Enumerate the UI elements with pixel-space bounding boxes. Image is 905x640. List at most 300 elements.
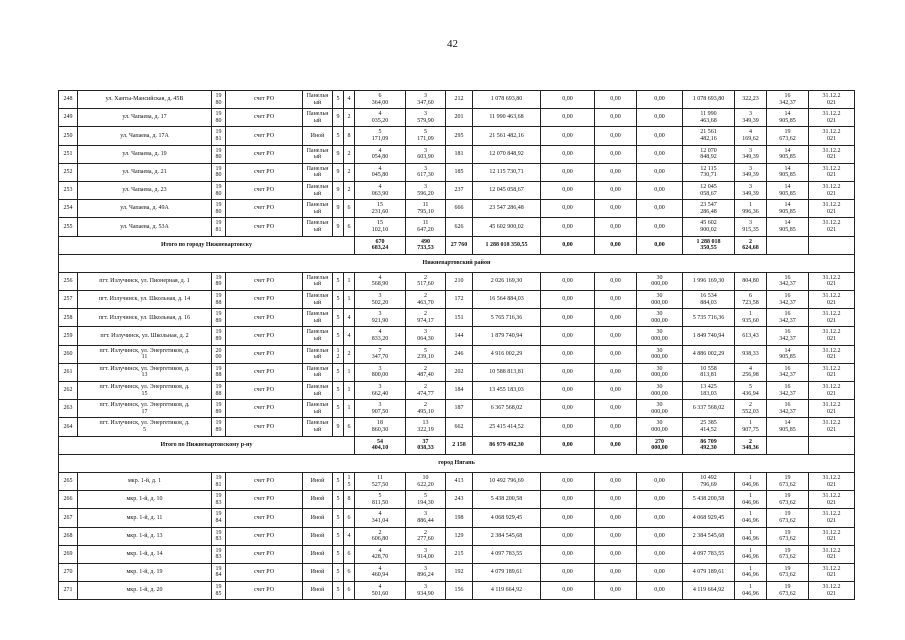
cell-row-number: 256 — [59, 272, 78, 290]
cell-build-year: 19 80 — [212, 163, 226, 181]
cell-row-number: 255 — [59, 218, 78, 236]
cell-wall-material: Панельн ый — [303, 291, 333, 309]
cell-cost-federal: 0,00 — [541, 582, 595, 600]
cell-cost-per-sqm: 322,23 — [735, 91, 767, 109]
table-row — [59, 582, 855, 600]
cell-cost-federal: 0,00 — [541, 127, 595, 145]
cell-total-area: 4 341,04 — [355, 509, 406, 527]
cell-cost-owners: 12 045 058,67 — [683, 181, 735, 199]
cell-entrances: 2 — [344, 109, 355, 127]
cell-cost-federal: 0,00 — [541, 491, 595, 509]
cell-account-type: счет РО — [226, 491, 303, 509]
cell-total-cost: 12 115 730,71 — [473, 163, 541, 181]
cell-entrances: 6 — [344, 582, 355, 600]
cell-entrances: 1 — [344, 363, 355, 381]
cell-cost-per-sqm: 1 907,75 — [735, 418, 767, 436]
cell-address: ул. Чапаева, д. 49А — [78, 200, 212, 218]
cell-floors: 5 — [333, 563, 344, 581]
cell-cost-local: 0,00 — [637, 200, 683, 218]
cell-cost-owners: 10 558 813,81 — [683, 363, 735, 381]
cell-build-year: 19 84 — [212, 563, 226, 581]
cell-account-type: счет РО — [226, 345, 303, 363]
cell-living-area: 5 171,09 — [406, 127, 446, 145]
cell-deadline: 31.12.2 021 — [809, 472, 855, 490]
cell-cost-regional: 0,00 — [595, 563, 637, 581]
cell-account-type: счет РО — [226, 218, 303, 236]
cell-entrances: 8 — [344, 491, 355, 509]
cell-wall-material: Панельн ый — [303, 363, 333, 381]
cell-wall-material: Иной — [303, 491, 333, 509]
cell-row-number: 251 — [59, 145, 78, 163]
cell-residents: 201 — [446, 109, 473, 127]
cell-total-cost: 4 079 189,61 — [473, 563, 541, 581]
cell-account-type: счет РО — [226, 563, 303, 581]
cell-residents: 662 — [446, 418, 473, 436]
cell-cost-per-sqm: 3 349,39 — [735, 181, 767, 199]
cell-deadline: 31.12.2 021 — [809, 509, 855, 527]
cell-total-area: 3 502,20 — [355, 291, 406, 309]
cell-cost-regional: 0,00 — [595, 291, 637, 309]
cell-cost-local: 0,00 — [637, 127, 683, 145]
total-cost-federal: 0,00 — [541, 236, 595, 254]
cell-floors: 5 — [333, 545, 344, 563]
cell-build-year: 19 81 — [212, 127, 226, 145]
cell-living-area: 3 934,90 — [406, 582, 446, 600]
cell-total-area: 4 428,70 — [355, 545, 406, 563]
total-cost-local: 270 000,00 — [637, 436, 683, 454]
cell-cost-owners: 4 119 664,92 — [683, 582, 735, 600]
cell-living-area: 10 622,20 — [406, 472, 446, 490]
cell-entrances: 6 — [344, 200, 355, 218]
cell-residents: 129 — [446, 527, 473, 545]
cell-limit-per-sqm: 16 342,37 — [767, 382, 809, 400]
cell-limit-per-sqm: 14 905,85 — [767, 418, 809, 436]
cell-floors: 5 — [333, 309, 344, 327]
cell-cost-regional: 0,00 — [595, 218, 637, 236]
cell-deadline: 31.12.2 021 — [809, 181, 855, 199]
cell-cost-federal: 0,00 — [541, 363, 595, 381]
cell-cost-per-sqm: 1 046,96 — [735, 509, 767, 527]
cell-cost-federal: 0,00 — [541, 91, 595, 109]
cell-cost-regional: 0,00 — [595, 418, 637, 436]
cell-floors: 9 — [333, 418, 344, 436]
cell-entrances: 6 — [344, 545, 355, 563]
cell-cost-per-sqm: 3 349,39 — [735, 145, 767, 163]
cell-cost-local: 30 000,00 — [637, 418, 683, 436]
cell-wall-material: Панельн ый — [303, 218, 333, 236]
total-cost-owners: 1 288 018 350,55 — [683, 236, 735, 254]
table-row — [59, 472, 855, 490]
cell-address: мкр. 1-й, д. 1 — [78, 472, 212, 490]
cell-total-area: 3 800,00 — [355, 363, 406, 381]
cell-cost-per-sqm: 3 915,35 — [735, 218, 767, 236]
cell-cost-regional: 0,00 — [595, 527, 637, 545]
cell-address: пгт. Излучинск, ул. Школьная, д. 16 — [78, 309, 212, 327]
cell-living-area: 2 487,40 — [406, 363, 446, 381]
cell-total-cost: 45 602 900,02 — [473, 218, 541, 236]
cell-total-area: 6 364,00 — [355, 91, 406, 109]
cell-floors: 5 — [333, 327, 344, 345]
cell-cost-owners: 4 886 002,29 — [683, 345, 735, 363]
cell-floors: 5 — [333, 127, 344, 145]
cell-residents: 295 — [446, 127, 473, 145]
cell-wall-material: Панельн ый — [303, 145, 333, 163]
cell-living-area: 5 194,30 — [406, 491, 446, 509]
cell-build-year: 19 89 — [212, 418, 226, 436]
table-row — [59, 181, 855, 199]
cell-cost-regional: 0,00 — [595, 345, 637, 363]
cell-wall-material: Панельн ый — [303, 91, 333, 109]
total-cost-regional: 0,00 — [595, 436, 637, 454]
cell-cost-local: 0,00 — [637, 563, 683, 581]
cell-cost-per-sqm: 3 349,39 — [735, 163, 767, 181]
cell-cost-owners: 4 068 929,45 — [683, 509, 735, 527]
cell-wall-material: Иной — [303, 472, 333, 490]
total-empty-cell — [767, 436, 809, 454]
cell-deadline: 31.12.2 021 — [809, 309, 855, 327]
cell-entrances: 2 — [344, 145, 355, 163]
cell-entrances: 1 — [344, 291, 355, 309]
cell-account-type: счет РО — [226, 545, 303, 563]
cell-account-type: счет РО — [226, 509, 303, 527]
cell-cost-owners: 5 438 200,58 — [683, 491, 735, 509]
cell-build-year: 19 80 — [212, 181, 226, 199]
cell-limit-per-sqm: 14 905,85 — [767, 200, 809, 218]
cell-cost-federal: 0,00 — [541, 382, 595, 400]
cell-row-number: 265 — [59, 472, 78, 490]
cell-total-area: 4 501,60 — [355, 582, 406, 600]
cell-living-area: 2 517,60 — [406, 272, 446, 290]
cell-cost-local: 0,00 — [637, 91, 683, 109]
cell-address: мкр. 1-й, д. 19 — [78, 563, 212, 581]
cell-cost-per-sqm: 1 996,36 — [735, 200, 767, 218]
cell-cost-local: 30 000,00 — [637, 327, 683, 345]
table-body — [59, 91, 855, 600]
cell-row-number: 266 — [59, 491, 78, 509]
cell-cost-per-sqm: 1 935,60 — [735, 309, 767, 327]
cell-account-type: счет РО — [226, 363, 303, 381]
cell-cost-federal: 0,00 — [541, 200, 595, 218]
cell-deadline: 31.12.2 021 — [809, 363, 855, 381]
cell-total-area: 18 860,30 — [355, 418, 406, 436]
total-living-area: 490 733,53 — [406, 236, 446, 254]
housing-registry-table — [58, 90, 855, 600]
cell-entrances: 6 — [344, 418, 355, 436]
cell-total-cost: 4 119 664,92 — [473, 582, 541, 600]
cell-total-cost: 16 564 884,03 — [473, 291, 541, 309]
cell-address: пгт. Излучинск, ул. Энергетиков, д. 5 — [78, 418, 212, 436]
table-row — [59, 163, 855, 181]
cell-build-year: 19 80 — [212, 200, 226, 218]
cell-total-area: 11 527,50 — [355, 472, 406, 490]
cell-wall-material: Панельн ый — [303, 400, 333, 418]
cell-limit-per-sqm: 14 905,85 — [767, 145, 809, 163]
cell-cost-per-sqm: 1 046,96 — [735, 582, 767, 600]
cell-cost-per-sqm: 804,80 — [735, 272, 767, 290]
cell-floors: 5 — [333, 400, 344, 418]
cell-total-area: 4 035,20 — [355, 109, 406, 127]
cell-living-area: 3 617,30 — [406, 163, 446, 181]
table-row — [59, 418, 855, 436]
cell-cost-per-sqm: 613,43 — [735, 327, 767, 345]
total-total-area: 670 683,24 — [355, 236, 406, 254]
cell-row-number: 270 — [59, 563, 78, 581]
cell-cost-regional: 0,00 — [595, 545, 637, 563]
cell-floors: 9 — [333, 145, 344, 163]
cell-deadline: 31.12.2 021 — [809, 218, 855, 236]
cell-deadline: 31.12.2 021 — [809, 418, 855, 436]
cell-build-year: 19 88 — [212, 363, 226, 381]
cell-address: ул. Чапаева, д. 19 — [78, 145, 212, 163]
total-total-cost: 1 288 018 350,55 — [473, 236, 541, 254]
cell-address: мкр. 1-й, д. 13 — [78, 527, 212, 545]
cell-account-type: счет РО — [226, 272, 303, 290]
cell-total-area: 4 045,80 — [355, 163, 406, 181]
cell-account-type: счет РО — [226, 400, 303, 418]
cell-cost-owners: 16 534 884,03 — [683, 291, 735, 309]
cell-account-type: счет РО — [226, 527, 303, 545]
cell-living-area: 2 474,77 — [406, 382, 446, 400]
cell-entrances: 6 — [344, 563, 355, 581]
cell-account-type: счет РО — [226, 109, 303, 127]
cell-living-area: 3 886,44 — [406, 509, 446, 527]
cell-floors: 5 — [333, 91, 344, 109]
cell-cost-owners: 1 996 169,30 — [683, 272, 735, 290]
cell-limit-per-sqm: 16 342,37 — [767, 363, 809, 381]
cell-cost-regional: 0,00 — [595, 200, 637, 218]
cell-cost-regional: 0,00 — [595, 582, 637, 600]
cell-cost-per-sqm: 1 046,96 — [735, 527, 767, 545]
cell-total-area: 5 811,50 — [355, 491, 406, 509]
cell-total-area: 15 231,60 — [355, 200, 406, 218]
total-row — [59, 436, 855, 454]
cell-living-area: 2 495,10 — [406, 400, 446, 418]
cell-row-number: 271 — [59, 582, 78, 600]
cell-row-number: 263 — [59, 400, 78, 418]
cell-cost-per-sqm: 4 256,98 — [735, 363, 767, 381]
cell-residents: 413 — [446, 472, 473, 490]
total-label: Итого по городу Нижневартовску — [59, 236, 355, 254]
total-living-area: 37 038,33 — [406, 436, 446, 454]
cell-deadline: 31.12.2 021 — [809, 163, 855, 181]
cell-cost-owners: 6 337 568,02 — [683, 400, 735, 418]
cell-cost-owners: 2 384 545,68 — [683, 527, 735, 545]
cell-account-type: счет РО — [226, 145, 303, 163]
cell-cost-owners: 13 425 183,03 — [683, 382, 735, 400]
cell-total-cost: 11 990 463,68 — [473, 109, 541, 127]
cell-total-area: 3 662,40 — [355, 382, 406, 400]
cell-living-area: 13 322,19 — [406, 418, 446, 436]
cell-row-number: 253 — [59, 181, 78, 199]
cell-cost-local: 0,00 — [637, 181, 683, 199]
total-residents: 2 158 — [446, 436, 473, 454]
cell-cost-owners: 25 385 414,52 — [683, 418, 735, 436]
cell-build-year: 19 88 — [212, 382, 226, 400]
cell-entrances: 4 — [344, 327, 355, 345]
cell-limit-per-sqm: 19 673,62 — [767, 545, 809, 563]
cell-cost-local: 0,00 — [637, 163, 683, 181]
cell-total-cost: 1 879 740,94 — [473, 327, 541, 345]
cell-address: пгт. Излучинск, ул. Энергетиков, д. 13 — [78, 363, 212, 381]
cell-residents: 666 — [446, 200, 473, 218]
cell-cost-federal: 0,00 — [541, 181, 595, 199]
cell-address: мкр. 1-й, д. 11 — [78, 509, 212, 527]
cell-build-year: 19 89 — [212, 309, 226, 327]
cell-floors: 1 2 — [333, 345, 344, 363]
cell-cost-local: 0,00 — [637, 109, 683, 127]
cell-address: ул. Ханты-Мансийская, д. 45В — [78, 91, 212, 109]
cell-limit-per-sqm: 14 905,85 — [767, 109, 809, 127]
cell-cost-local: 30 000,00 — [637, 291, 683, 309]
cell-cost-per-sqm: 1 046,96 — [735, 472, 767, 490]
cell-residents: 156 — [446, 582, 473, 600]
cell-cost-regional: 0,00 — [595, 91, 637, 109]
cell-living-area: 2 463,70 — [406, 291, 446, 309]
cell-total-area: 3 907,50 — [355, 400, 406, 418]
cell-total-cost: 4 068 929,45 — [473, 509, 541, 527]
cell-cost-owners: 23 547 286,48 — [683, 200, 735, 218]
cell-cost-per-sqm: 1 046,96 — [735, 563, 767, 581]
cell-total-area: 2 606,80 — [355, 527, 406, 545]
total-total-cost: 86 979 492,30 — [473, 436, 541, 454]
cell-total-cost: 21 561 482,16 — [473, 127, 541, 145]
cell-wall-material: Панельн ый — [303, 200, 333, 218]
cell-total-area: 4 568,90 — [355, 272, 406, 290]
cell-total-cost: 25 415 414,52 — [473, 418, 541, 436]
cell-cost-owners: 4 097 783,55 — [683, 545, 735, 563]
cell-cost-regional: 0,00 — [595, 363, 637, 381]
table-row — [59, 145, 855, 163]
cell-wall-material: Иной — [303, 127, 333, 145]
cell-build-year: 19 89 — [212, 327, 226, 345]
total-cost-per-sqm: 2 348,36 — [735, 436, 767, 454]
cell-account-type: счет РО — [226, 472, 303, 490]
total-cost-regional: 0,00 — [595, 236, 637, 254]
cell-cost-local: 30 000,00 — [637, 272, 683, 290]
cell-address: пгт. Излучинск, ул. Энергетиков, д. 15 — [78, 382, 212, 400]
cell-residents: 185 — [446, 163, 473, 181]
cell-deadline: 31.12.2 021 — [809, 91, 855, 109]
cell-cost-per-sqm: 938,33 — [735, 345, 767, 363]
cell-living-area: 5 239,10 — [406, 345, 446, 363]
cell-total-cost: 1 078 693,80 — [473, 91, 541, 109]
cell-limit-per-sqm: 19 673,62 — [767, 527, 809, 545]
cell-address: пгт. Излучинск, ул. Пионерная, д. 1 — [78, 272, 212, 290]
cell-limit-per-sqm: 19 673,62 — [767, 472, 809, 490]
cell-total-cost: 2 384 545,68 — [473, 527, 541, 545]
cell-wall-material: Иной — [303, 545, 333, 563]
table-row — [59, 545, 855, 563]
cell-cost-local: 30 000,00 — [637, 382, 683, 400]
cell-total-cost: 23 547 286,48 — [473, 200, 541, 218]
cell-cost-local: 0,00 — [637, 527, 683, 545]
cell-cost-local: 0,00 — [637, 218, 683, 236]
cell-living-area: 3 896,24 — [406, 563, 446, 581]
cell-total-cost: 4 916 002,29 — [473, 345, 541, 363]
total-cost-local: 0,00 — [637, 236, 683, 254]
cell-row-number: 254 — [59, 200, 78, 218]
cell-account-type: счет РО — [226, 181, 303, 199]
cell-cost-federal: 0,00 — [541, 272, 595, 290]
cell-build-year: 19 83 — [212, 491, 226, 509]
cell-wall-material: Панельн ый — [303, 382, 333, 400]
cell-cost-federal: 0,00 — [541, 327, 595, 345]
section-row — [59, 454, 855, 472]
cell-residents: 181 — [446, 145, 473, 163]
cell-cost-regional: 0,00 — [595, 327, 637, 345]
total-total-area: 54 404,10 — [355, 436, 406, 454]
cell-wall-material: Иной — [303, 527, 333, 545]
cell-limit-per-sqm: 16 342,37 — [767, 400, 809, 418]
cell-wall-material: Панельн ый — [303, 309, 333, 327]
cell-row-number: 268 — [59, 527, 78, 545]
cell-row-number: 262 — [59, 382, 78, 400]
cell-cost-federal: 0,00 — [541, 563, 595, 581]
table-row — [59, 382, 855, 400]
cell-residents: 246 — [446, 345, 473, 363]
cell-residents: 212 — [446, 91, 473, 109]
cell-row-number: 258 — [59, 309, 78, 327]
cell-limit-per-sqm: 16 342,37 — [767, 309, 809, 327]
cell-deadline: 31.12.2 021 — [809, 345, 855, 363]
cell-build-year: 19 80 — [212, 145, 226, 163]
table-row — [59, 109, 855, 127]
cell-total-area: 15 102,10 — [355, 218, 406, 236]
table-row — [59, 345, 855, 363]
table-row — [59, 291, 855, 309]
cell-wall-material: Панельн ый — [303, 327, 333, 345]
cell-cost-local: 0,00 — [637, 491, 683, 509]
cell-account-type: счет РО — [226, 418, 303, 436]
cell-deadline: 31.12.2 021 — [809, 582, 855, 600]
cell-floors: 5 — [333, 527, 344, 545]
cell-build-year: 19 89 — [212, 400, 226, 418]
total-cost-owners: 86 709 492,30 — [683, 436, 735, 454]
cell-floors: 5 — [333, 382, 344, 400]
cell-address: ул. Чапаева, д. 21 — [78, 163, 212, 181]
cell-cost-federal: 0,00 — [541, 545, 595, 563]
total-cost-per-sqm: 2 624,68 — [735, 236, 767, 254]
cell-account-type: счет РО — [226, 309, 303, 327]
cell-entrances: 8 — [344, 127, 355, 145]
cell-limit-per-sqm: 16 342,37 — [767, 291, 809, 309]
cell-build-year: 19 80 — [212, 91, 226, 109]
cell-cost-owners: 12 070 848,92 — [683, 145, 735, 163]
cell-total-cost: 6 367 568,02 — [473, 400, 541, 418]
cell-residents: 187 — [446, 400, 473, 418]
cell-account-type: счет РО — [226, 582, 303, 600]
cell-cost-regional: 0,00 — [595, 181, 637, 199]
cell-cost-local: 0,00 — [637, 145, 683, 163]
cell-deadline: 31.12.2 021 — [809, 272, 855, 290]
cell-limit-per-sqm: 19 673,62 — [767, 582, 809, 600]
cell-account-type: счет РО — [226, 327, 303, 345]
cell-floors: 5 — [333, 272, 344, 290]
cell-cost-owners: 1 078 693,80 — [683, 91, 735, 109]
section-row — [59, 254, 855, 272]
cell-entrances: 2 — [344, 345, 355, 363]
cell-cost-owners: 21 561 482,16 — [683, 127, 735, 145]
cell-address: пгт. Излучинск, ул. Энергетиков, д. 11 — [78, 345, 212, 363]
cell-entrances: 1 5 — [344, 472, 355, 490]
cell-address: ул. Чапаева, д. 53А — [78, 218, 212, 236]
cell-cost-federal: 0,00 — [541, 218, 595, 236]
cell-cost-owners: 4 079 189,61 — [683, 563, 735, 581]
cell-total-cost: 5 438 200,58 — [473, 491, 541, 509]
cell-residents: 215 — [446, 545, 473, 563]
cell-total-cost: 5 765 716,36 — [473, 309, 541, 327]
cell-cost-federal: 0,00 — [541, 527, 595, 545]
